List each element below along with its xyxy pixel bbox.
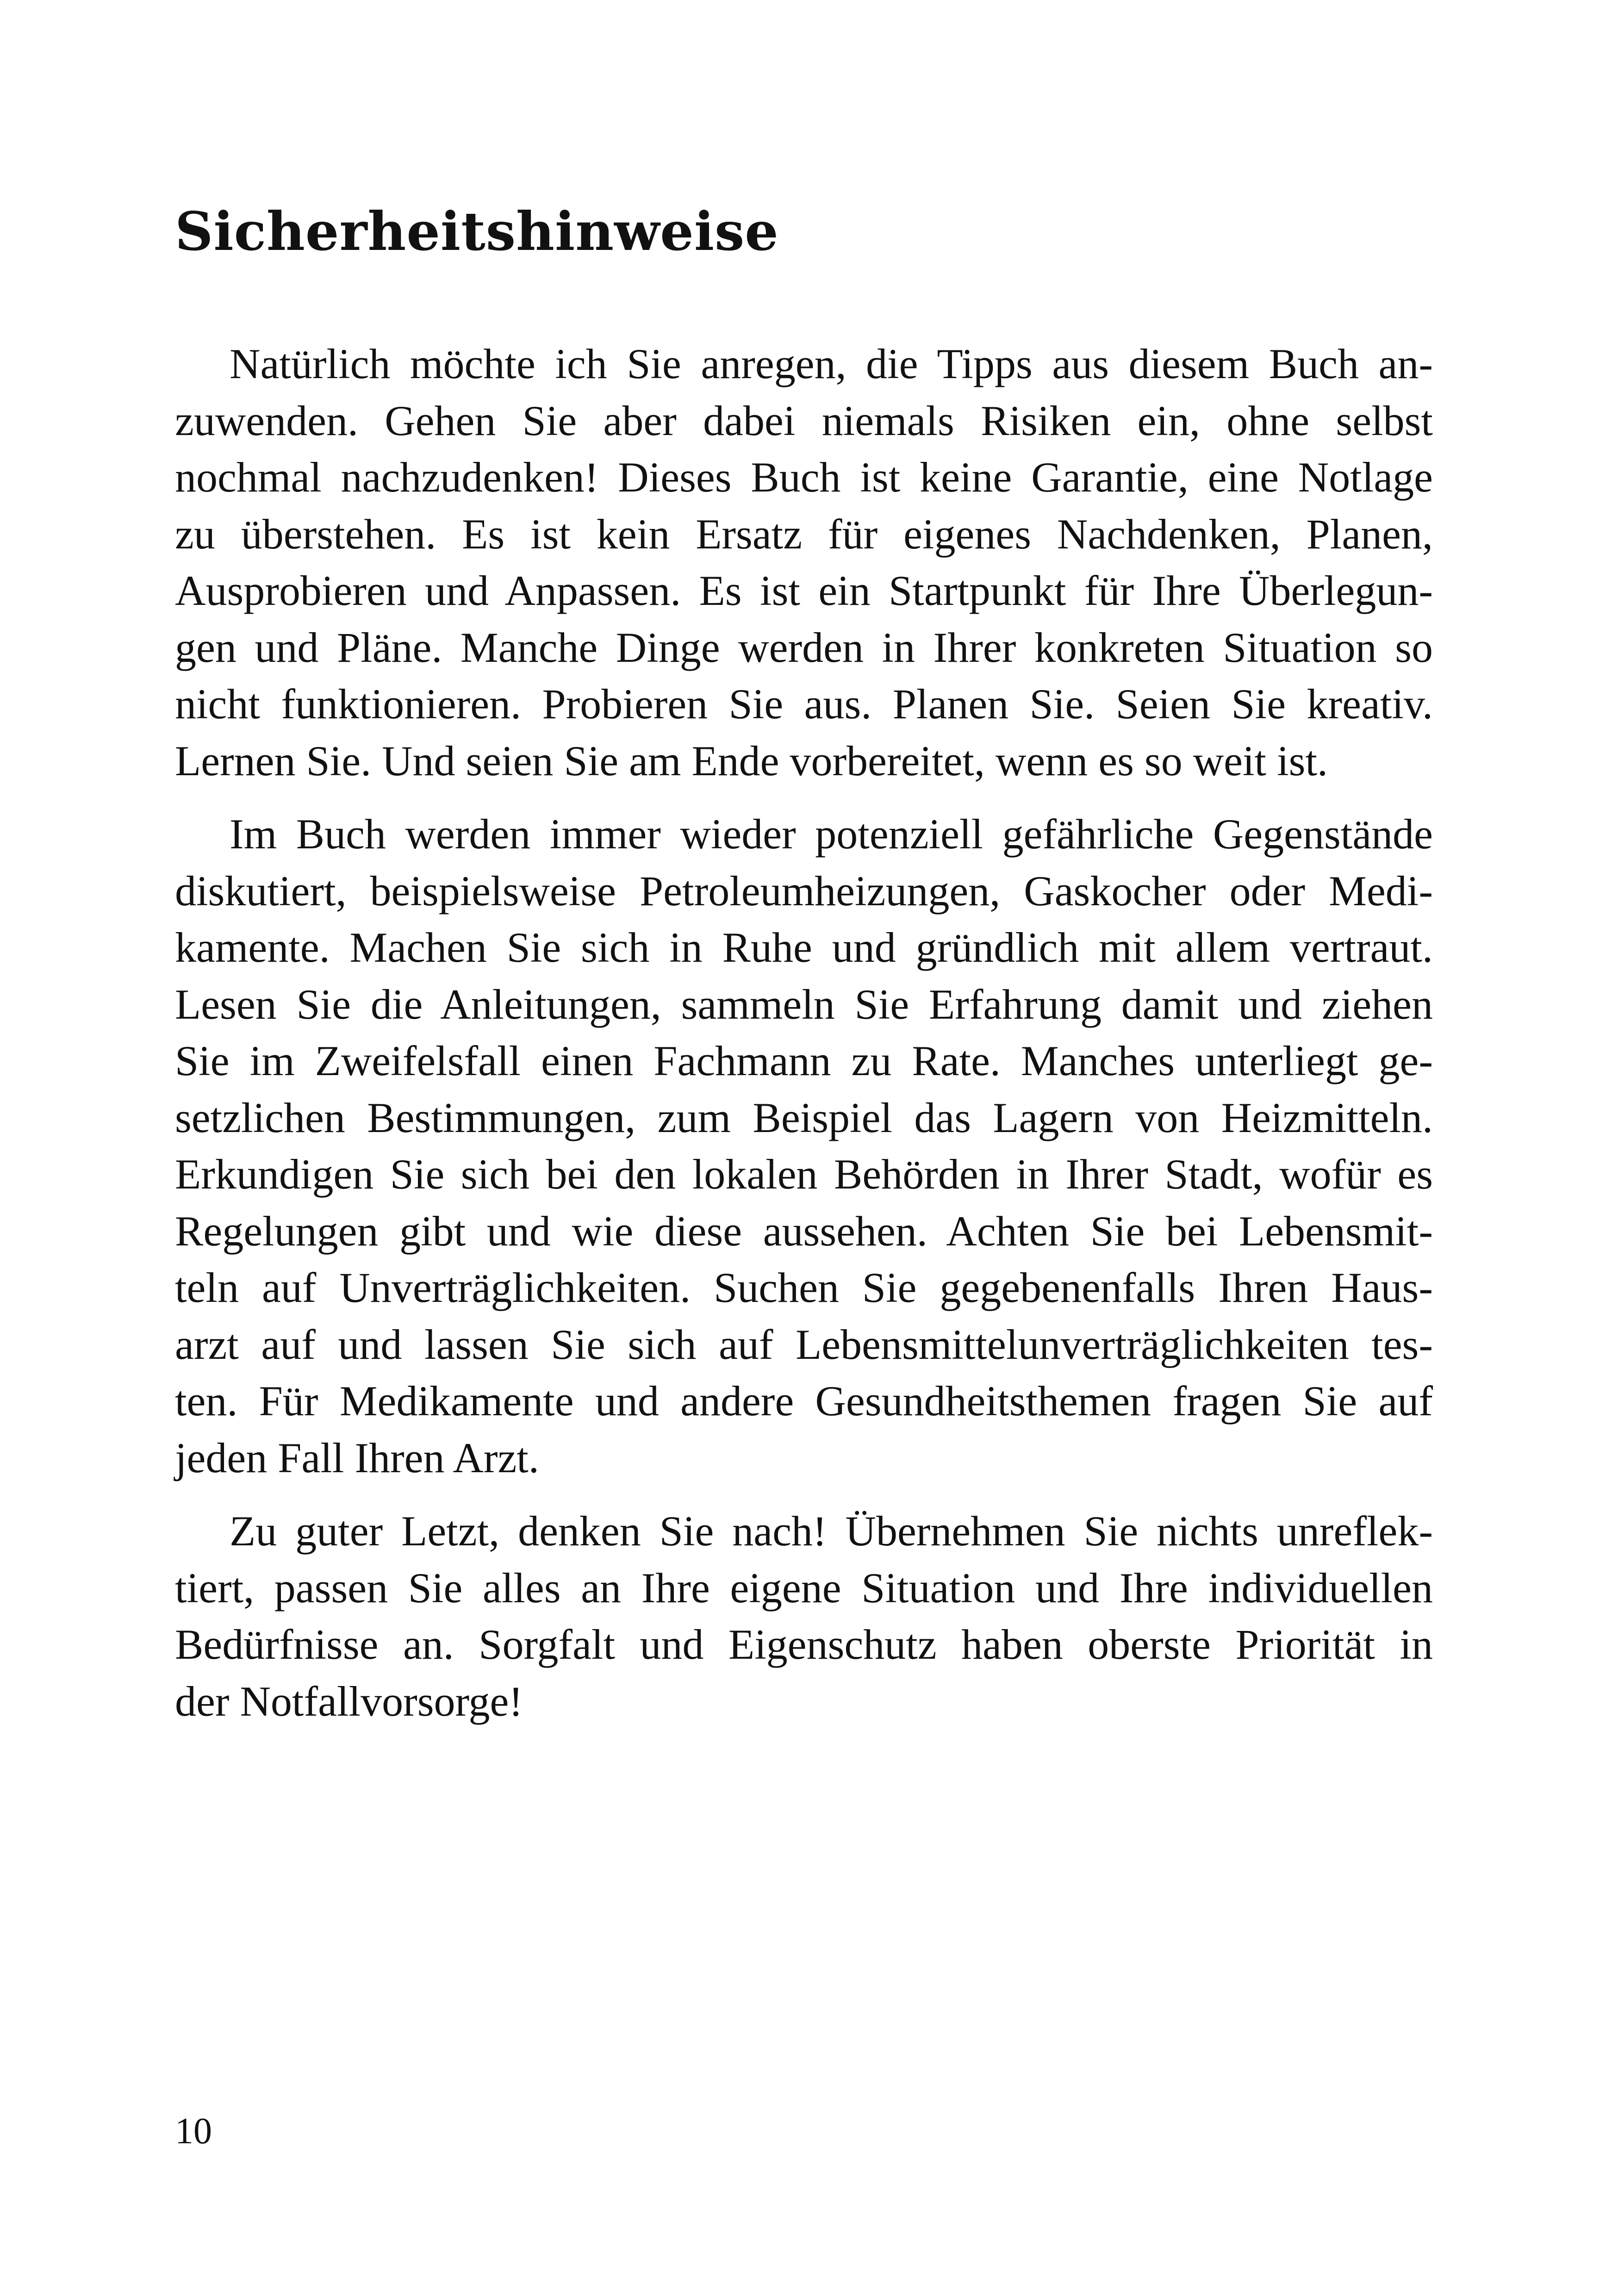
text-line: Bedürfnisse an. Sorgfalt und Eigenschutz haben oberste Priorität in [175, 1621, 1433, 1668]
text-line: Natürlich möchte ich Sie anregen, die Tipps aus diesem Buch an- [230, 340, 1433, 387]
text-line: kamente. Machen Sie sich in Ruhe und gründlich mit allem vertraut. [175, 924, 1433, 971]
text-line: arzt auf und lassen Sie sich auf Lebensmittelunverträglichkeiten tes- [175, 1320, 1433, 1368]
text-line: der Notfallvorsorge! [175, 1677, 523, 1725]
text-line: jeden Fall Ihren Arzt. [175, 1434, 539, 1481]
text-line: zu überstehen. Es ist kein Ersatz für eigenes Nachdenken, Planen, [175, 510, 1433, 558]
paragraph-1 [175, 336, 1433, 789]
text-line: tiert, passen Sie alles an Ihre eigene Situation und Ihre individuellen [175, 1564, 1433, 1612]
page-number: 10 [175, 2111, 212, 2152]
text-line: zuwenden. Gehen Sie aber dabei niemals Risiken ein, ohne selbst [175, 397, 1433, 444]
paragraph-2 [175, 806, 1433, 1486]
text-line: Im Buch werden immer wieder potenziell gefährliche Gegenstände [230, 810, 1433, 858]
text-line: Sie im Zweifelsfall einen Fachmann zu Rate. Manches unterliegt ge- [175, 1037, 1433, 1084]
text-line: Lesen Sie die Anleitungen, sammeln Sie Erfahrung damit und ziehen [175, 980, 1433, 1028]
text-line: Ausprobieren und Anpassen. Es ist ein Startpunkt für Ihre Überlegun- [175, 567, 1433, 614]
text-line: nochmal nachzudenken! Dieses Buch ist keine Garantie, eine Notlage [175, 454, 1433, 501]
text-line: nicht funktionieren. Probieren Sie aus. Planen Sie. Seien Sie kreativ. [175, 680, 1433, 728]
text-line: Lernen Sie. Und seien Sie am Ende vorbereitet, wenn es so weit ist. [175, 737, 1328, 784]
text-line: Erkundigen Sie sich bei den lokalen Behörden in Ihrer Stadt, wofür es [175, 1151, 1433, 1198]
text-line: Regelungen gibt und wie diese aussehen. Achten Sie bei Lebensmit- [175, 1207, 1433, 1255]
paragraph-3 [175, 1503, 1433, 1730]
text-line: Zu guter Letzt, denken Sie nach! Übernehmen Sie nichts unreflek- [230, 1507, 1433, 1555]
text-line: gen und Pläne. Manche Dinge werden in Ihrer konkreten Situation so [175, 623, 1433, 671]
body-text [175, 336, 1433, 1746]
text-line: setzlichen Bestimmungen, zum Beispiel das Lagern von Heizmitteln. [175, 1094, 1433, 1141]
text-line: teln auf Unverträglichkeiten. Suchen Sie gegebenenfalls Ihren Haus- [175, 1264, 1433, 1311]
text-line: diskutiert, beispielsweise Petroleumheizungen, Gaskocher oder Medi- [175, 867, 1433, 915]
page-title: Sicherheitshinweise [175, 200, 779, 262]
text-line: ten. Für Medikamente und andere Gesundheitsthemen fragen Sie auf [175, 1377, 1433, 1425]
